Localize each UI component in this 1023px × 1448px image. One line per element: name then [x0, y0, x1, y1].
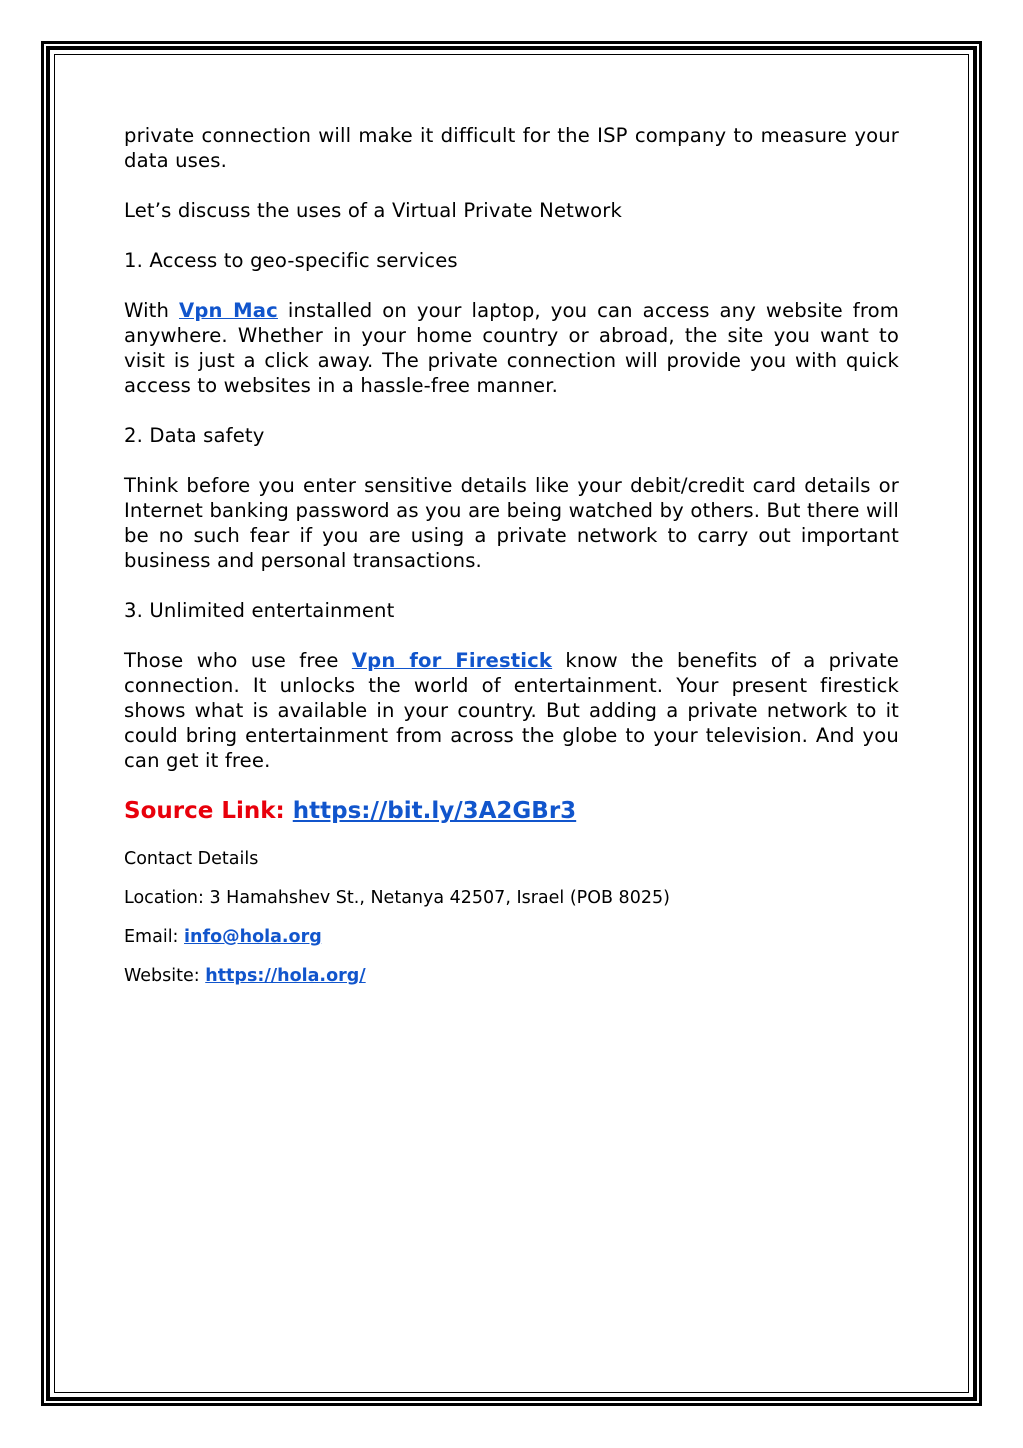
section2-heading: 2. Data safety [124, 424, 265, 447]
vpn-firestick-link[interactable]: Vpn for Firestick [351, 649, 553, 672]
discuss-heading: Let’s discuss the uses of a Virtual Private Network [124, 199, 623, 222]
website-label: Website: [124, 966, 206, 986]
section3-paragraph [124, 648, 899, 773]
email-label: Email: [124, 927, 185, 947]
intro-paragraph: private connection will make it difficult for the ISP company to measure your data uses. [124, 124, 899, 172]
section3-heading: 3. Unlimited entertainment [124, 599, 395, 622]
section2-paragraph: Think before you enter sensitive details like your debit/credit card details or Internet banking password as you are being watched by others. But there will be no such fear if you are using a private network to carry out important business and personal transactions. [124, 474, 899, 572]
contact-email [124, 926, 899, 948]
section1-paragraph [124, 298, 899, 398]
website-link[interactable]: https://hola.org/ [205, 966, 366, 986]
vpn-mac-link[interactable]: Vpn Mac [179, 299, 278, 322]
section1-text-before: With [124, 299, 180, 322]
contact-location: Location: 3 Hamahshev St., Netanya 42507, Israel (POB 8025) [124, 888, 670, 908]
section1-text-after: installed on your laptop, you can access any website from anywhere. Whether in your home country or abroad, the site you want to visit is just a click away. The private connection will provide you with quick access to websites in a hassle-free manner. [124, 299, 900, 397]
source-line [124, 796, 899, 826]
source-link[interactable]: https://bit.ly/3A2GBr3 [292, 798, 577, 824]
section3-text-before: Those who use free [124, 649, 352, 672]
section1-heading: 1. Access to geo-specific services [124, 249, 458, 272]
section3-text-after: know the benefits of a private connection. It unlocks the world of entertainment. Your present firestick shows what is available in your country. But adding a private network to it could bring entertainment from across the globe to your television. And you can get it free. [124, 649, 899, 772]
email-link[interactable]: info@hola.org [184, 927, 322, 947]
source-label: Source Link: [124, 798, 285, 824]
contact-website [124, 965, 899, 987]
document-body [124, 123, 899, 1004]
contact-heading: Contact Details [124, 849, 259, 869]
